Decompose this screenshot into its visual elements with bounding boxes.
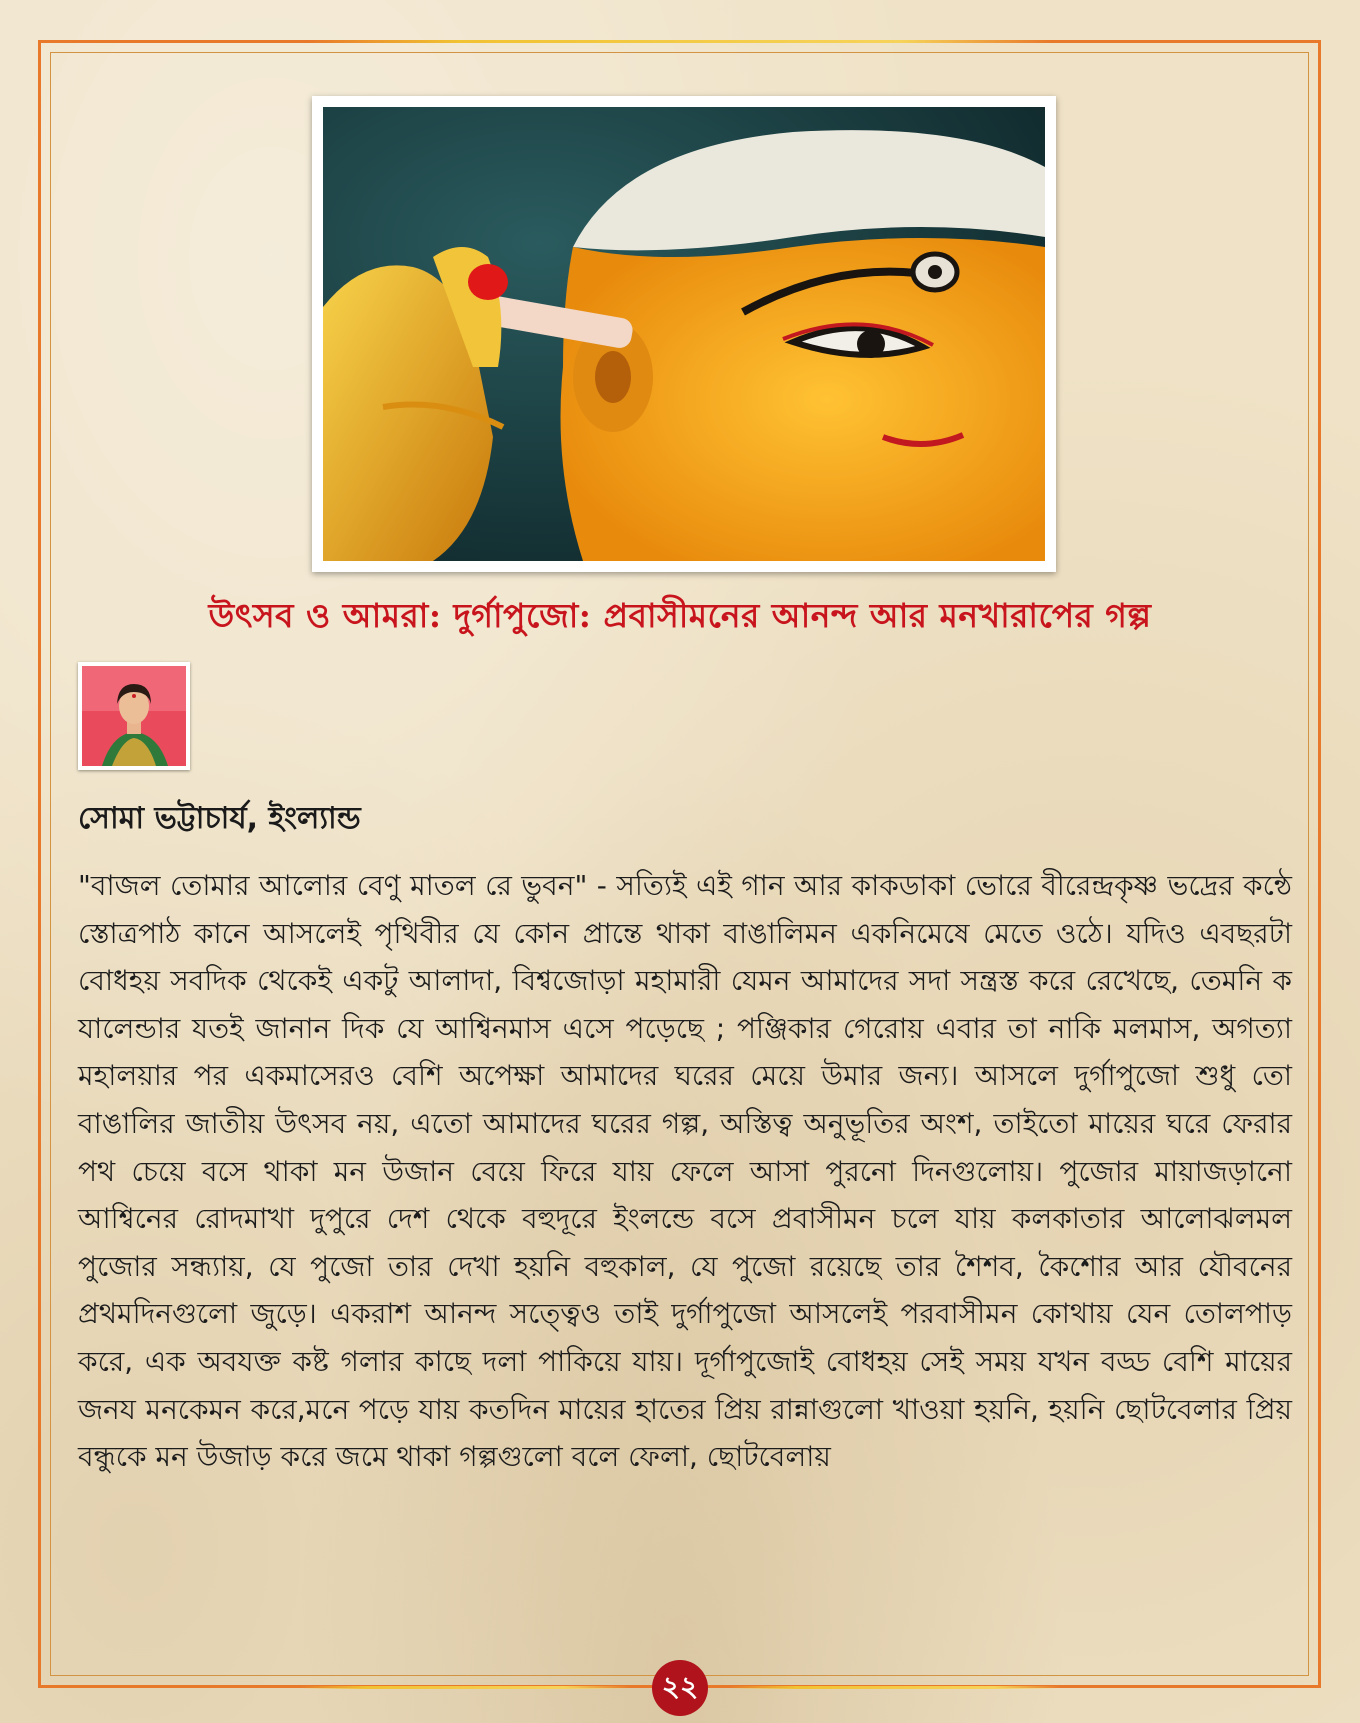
article-title: উৎসব ও আমরা: দুর্গাপুজো: প্রবাসীমনের আনন্দ আর মনখারাপের গল্প: [208, 596, 1152, 635]
bottom-gold-accent-left: [300, 1686, 630, 1689]
hero-image-durga-idol: [312, 96, 1056, 572]
article-body: "বাজল তোমার আলোর বেণু মাতল রে ভুবন" - সত্যিই এই গান আর কাকডাকা ভোরে বীরেন্দ্রকৃষ্ণ ভদ্রের কন্ঠে স্তোত্রপাঠ কানে আসলেই পৃথিবীর যে কোন প্রান্তে থাকা বাঙালিমন একনিমেষে মেতে ওঠে। যদিও এবছরটা বোধহয় সবদিক থেকেই একটু আলাদা, বিশ্বজোড়া মহামারী যেমন আমাদের সদা সন্ত্রস্ত করে রেখেছে, তেমনি ক যালেন্ডার যতই জানান দিক যে আশ্বিনমাস এসে পড়েছে ; পঞ্জিকার গেরোয় এবার তা নাকি মলমাস, অগত্যা মহালয়ার পর একমাসেরও বেশি অপেক্ষা আমাদের ঘরের মেয়ে উমার জন্য। আসলে দুর্গাপুজো শুধু তো বাঙালির জাতীয় উৎসব নয়, এতো আমাদের ঘরের গল্প, অস্তিত্ব অনুভূতির অংশ, তাইতো মায়ের ঘরে ফেরার পথ চেয়ে বসে থাকা মন উজান বেয়ে ফিরে যায় ফেলে আসা পুরনো দিনগুলোয়। পুজোর মায়াজড়ানো আশ্বিনের রোদমাখা দুপুরে দেশ থেকে বহুদূরে ইংলন্ডে বসে প্রবাসীমন চলে যায় কলকাতার আলোঝলমল পুজোর সন্ধ্যায়, যে পুজো তার দেখা হয়নি বহুকাল, যে পুজো রয়েছে তার শৈশব, কৈশোর আর যৌবনের প্রথমদিনগুলো জুড়ে। একরাশ আনন্দ সত্ত্বেও তাই দুর্গাপুজো আসলেই পরবাসীমন কোথায় যেন তোলপাড় করে, এক অবযক্ত কষ্ট গলার কাছে দলা পাকিয়ে যায়। দূর্গাপুজোই বোধহয় সেই সময় যখন বড্ড বেশি মায়ের জনয মনকেমন করে,মনে পড়ে যায় কতদিন মায়ের হাতের প্রিয় রান্নাগুলো খাওয়া হয়নি, হয়নি ছোটবেলার প্রিয় বন্ধুকে মন উজাড় করে জমে থাকা গল্পগুলো বলে ফেলা, ছোটবেলায়: [78, 869, 1292, 1474]
page-number-badge: ২২: [652, 1660, 708, 1716]
author-byline: সোমা ভট্টাচার্য, ইংল্যান্ড: [78, 801, 361, 836]
bottom-gold-accent-right: [730, 1686, 1060, 1689]
top-gold-accent: [310, 40, 1050, 43]
author-avatar: [78, 662, 190, 770]
